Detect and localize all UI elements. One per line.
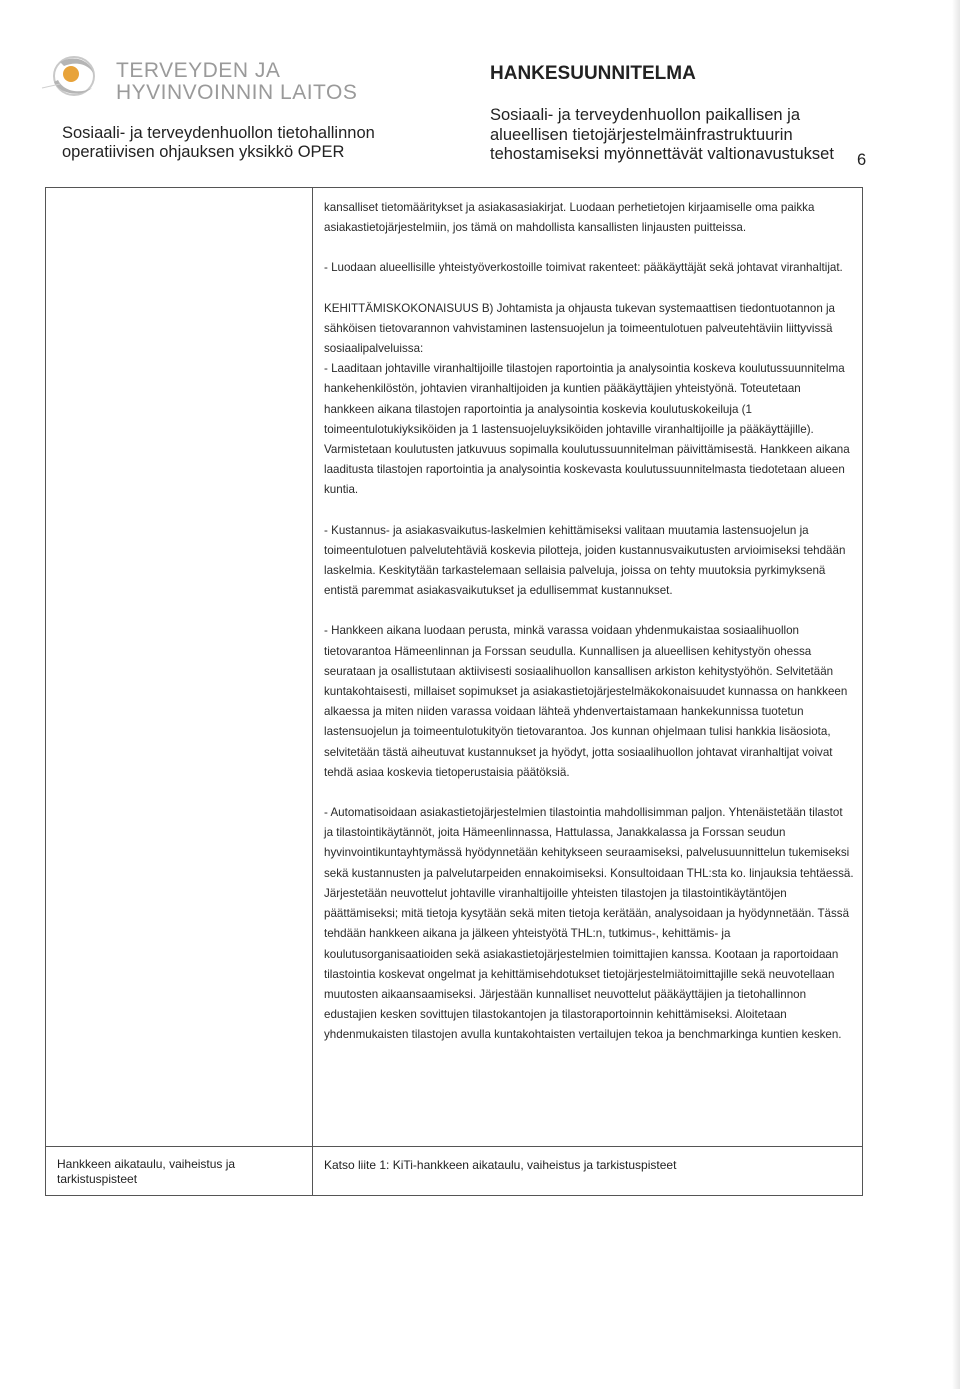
- paragraph-tietomaaritykset: kansalliset tietomääritykset ja asiakasasiakirjat. Luodaan perhetietojen kirjaamiselle oma paikka asiakastietojärjestelmiin, jos tämä on mahdollista kansallisten linjausten puitteissa.: [324, 201, 815, 235]
- paragraph-tietovaranto: - Hankkeen aikana luodaan perusta, minkä varassa voidaan yhdenmukaistaa sosiaalihuollon tietovarantoa Hämeenlinnan ja Forssan seudulla. Kunnallisen ja alueellisen kehitystyön ohessa seurataan ja osallistutaan aktiivisesti sosiaalihuollon kansallisen arkiston kehitystyöhön. Selvitetään kuntakohtaisesti, millaiset sopimukset ja asiakastietojärjestelmäkokonaisuudet kunnassa on hankkeen alkaessa ja miten niiden varassa voidaan lähteä yhdenvertaistamaan hankekunnissa tuotetun lastensuojelun ja toimeentulotukityön tietovarantoa. Jos kunnan ohjelmaan tulisi hankkia lisäosiota, selvitetään tästä aiheutuvat kustannukset ja hyödyt, jotta sosiaalihuollon johtavat viranhaltijat voivat tehdä asiaa koskevia tietoperustaisia päätöksiä.: [324, 624, 848, 779]
- document-subtitle: [490, 106, 834, 165]
- table-row-divider: [46, 1146, 862, 1147]
- paragraph-kehittamiskokonaisuus-b: KEHITTÄMISKOKONAISUUS B) Johtamista ja ohjausta tukevan systemaattisen tiedontuotannon ja sähköisen tietovarannon vahvistaminen lastensuojelun ja toimeentulotuen palveutehtäviin liittyvissä sosiaalipalveluissa: - Laaditaan johtaville viranhaltijoille tilastojen raportointia ja analysointia koskeva koulutussuunnitelma hankehenkilöstön, johtavien viranhaltijoiden ja kuntien pääkäyttäjien yhteistyönä. Toteutetaan hankkeen aikana tilastojen raportointia ja analysointia koskevia koulutuskokeiluja (1 toimeentulotukiyksiköiden ja 1 lastensuojeluyksiköiden johtaville viranhaltijoille ja pääkäyttäjille). Varmistetaan koulutusten jatkuvuus sopimalla koulutussuunnitelman päivittämisestä. Hankkeen aikana laaditusta tilastojen raportointia ja analysointia koskevasta koulutussuunnitelmasta tiedotetaan alueen kuntia.: [324, 301, 850, 497]
- paragraph-yhteistyoverkostot: - Luodaan alueellisille yhteistyöverkostoille toimivat rakenteet: pääkäyttäjät sekä johtavat viranhaltijat.: [324, 261, 843, 275]
- paragraph-tilastointi: - Automatisoidaan asiakastietojärjestelmien tilastointia mahdollisimman paljon. Yhtenäistetään tilastot ja tilastointikäytännöt, joita Hämeenlinnassa, Hattulassa, Janakkalassa ja Forssan seudun hyvinvointikuntayhtymässä hyödynnetään kehitykseen seuraamiseksi, palvelusuunnittelun tukemiseksi sekä kustannusten ja palvelutarpeiden ennakoimiseksi. Konsultoidaan THL:sta ko. linjauksia tehtäessä. Järjestetään neuvottelut johtaville viranhaltijoille yhteisten tilastojen ja tilastointikäytäntöjen päättämiseksi; mitä tietoja kysytään sekä miten tietoja kerätään, analysoidaan ja hyödynnetään. Tässä tehdään hankkeen aikana ja jälkeen yhteistyötä THL:n, tutkimus-, kehittämis- ja koulutusorganisaatioiden sekä asiakastietojärjestelmien toimittajien kanssa. Kootaan ja raportoidaan tilastointia koskevat ongelmat ja kehittämisehdotukset tietojärjestelmiätoimittajille sekä neuvotellaan muutosten aikaansaamiseksi. Järjestään kunnalliset neuvottelut pääkäyttäjien ja tietohallinnon edustajien kesken sovittujen tilastokantojen ja tilastoraportoinnin kehittämiseksi. Aloitetaan yhdenmukaisten tilastojen avulla kuntakohtaisten vertailujen tekoa ja benchmarkinga kuntien kesken.: [324, 806, 854, 1042]
- page-number: 6: [857, 151, 867, 169]
- organization-name-line2: HYVINVOINNIN LAITOS: [116, 81, 358, 104]
- table-row2-value: Katso liite 1: KiTi-hankkeen aikataulu, vaiheistus ja tarkistuspisteet: [324, 1158, 677, 1172]
- unit-name-line2: operatiivisen ohjauksen yksikkö OPER: [62, 143, 345, 161]
- document-subtitle-line2: alueellisen tietojärjestelmäinfrastruktuurin: [490, 125, 793, 144]
- table-row1-content: [324, 198, 854, 1046]
- document-subtitle-line1: Sosiaali- ja terveydenhuollon paikallisen ja: [490, 106, 801, 124]
- document-subtitle-line3: tehostamiseksi myönnettävät valtionavustukset: [490, 145, 834, 163]
- unit-name: [62, 124, 375, 162]
- table-row2-label: Hankkeen aikataulu, vaiheistus ja tarkistuspisteet: [57, 1157, 236, 1186]
- organization-name: [116, 60, 357, 104]
- unit-name-line1: Sosiaali- ja terveydenhuollon tietohallinnon: [62, 124, 375, 142]
- organization-name-line1: TERVEYDEN JA: [116, 59, 281, 82]
- page-edge-shadow: [952, 0, 960, 1389]
- table-column-divider: [312, 188, 313, 1195]
- thl-logo-icon: [40, 52, 102, 98]
- paragraph-kustannuslaskelmat: - Kustannus- ja asiakasvaikutus-laskelmien kehittämiseksi valitaan muutamia lastensuojelun ja toimeentulotuen palvelutehtäviä koskevia pilotteja, joiden kustannusvaikutusten arvioimiseksi tehdään laskelmia. Keskitytään tarkastelemaan sellaisia palveluja, joissa on tehty muutoksia pyrkimyksenä entistä paremmat asiakasvaikutukset ja edullisemmat kustannukset.: [324, 523, 846, 598]
- plan-table: [45, 187, 863, 1196]
- document-title: HANKESUUNNITELMA: [490, 63, 696, 84]
